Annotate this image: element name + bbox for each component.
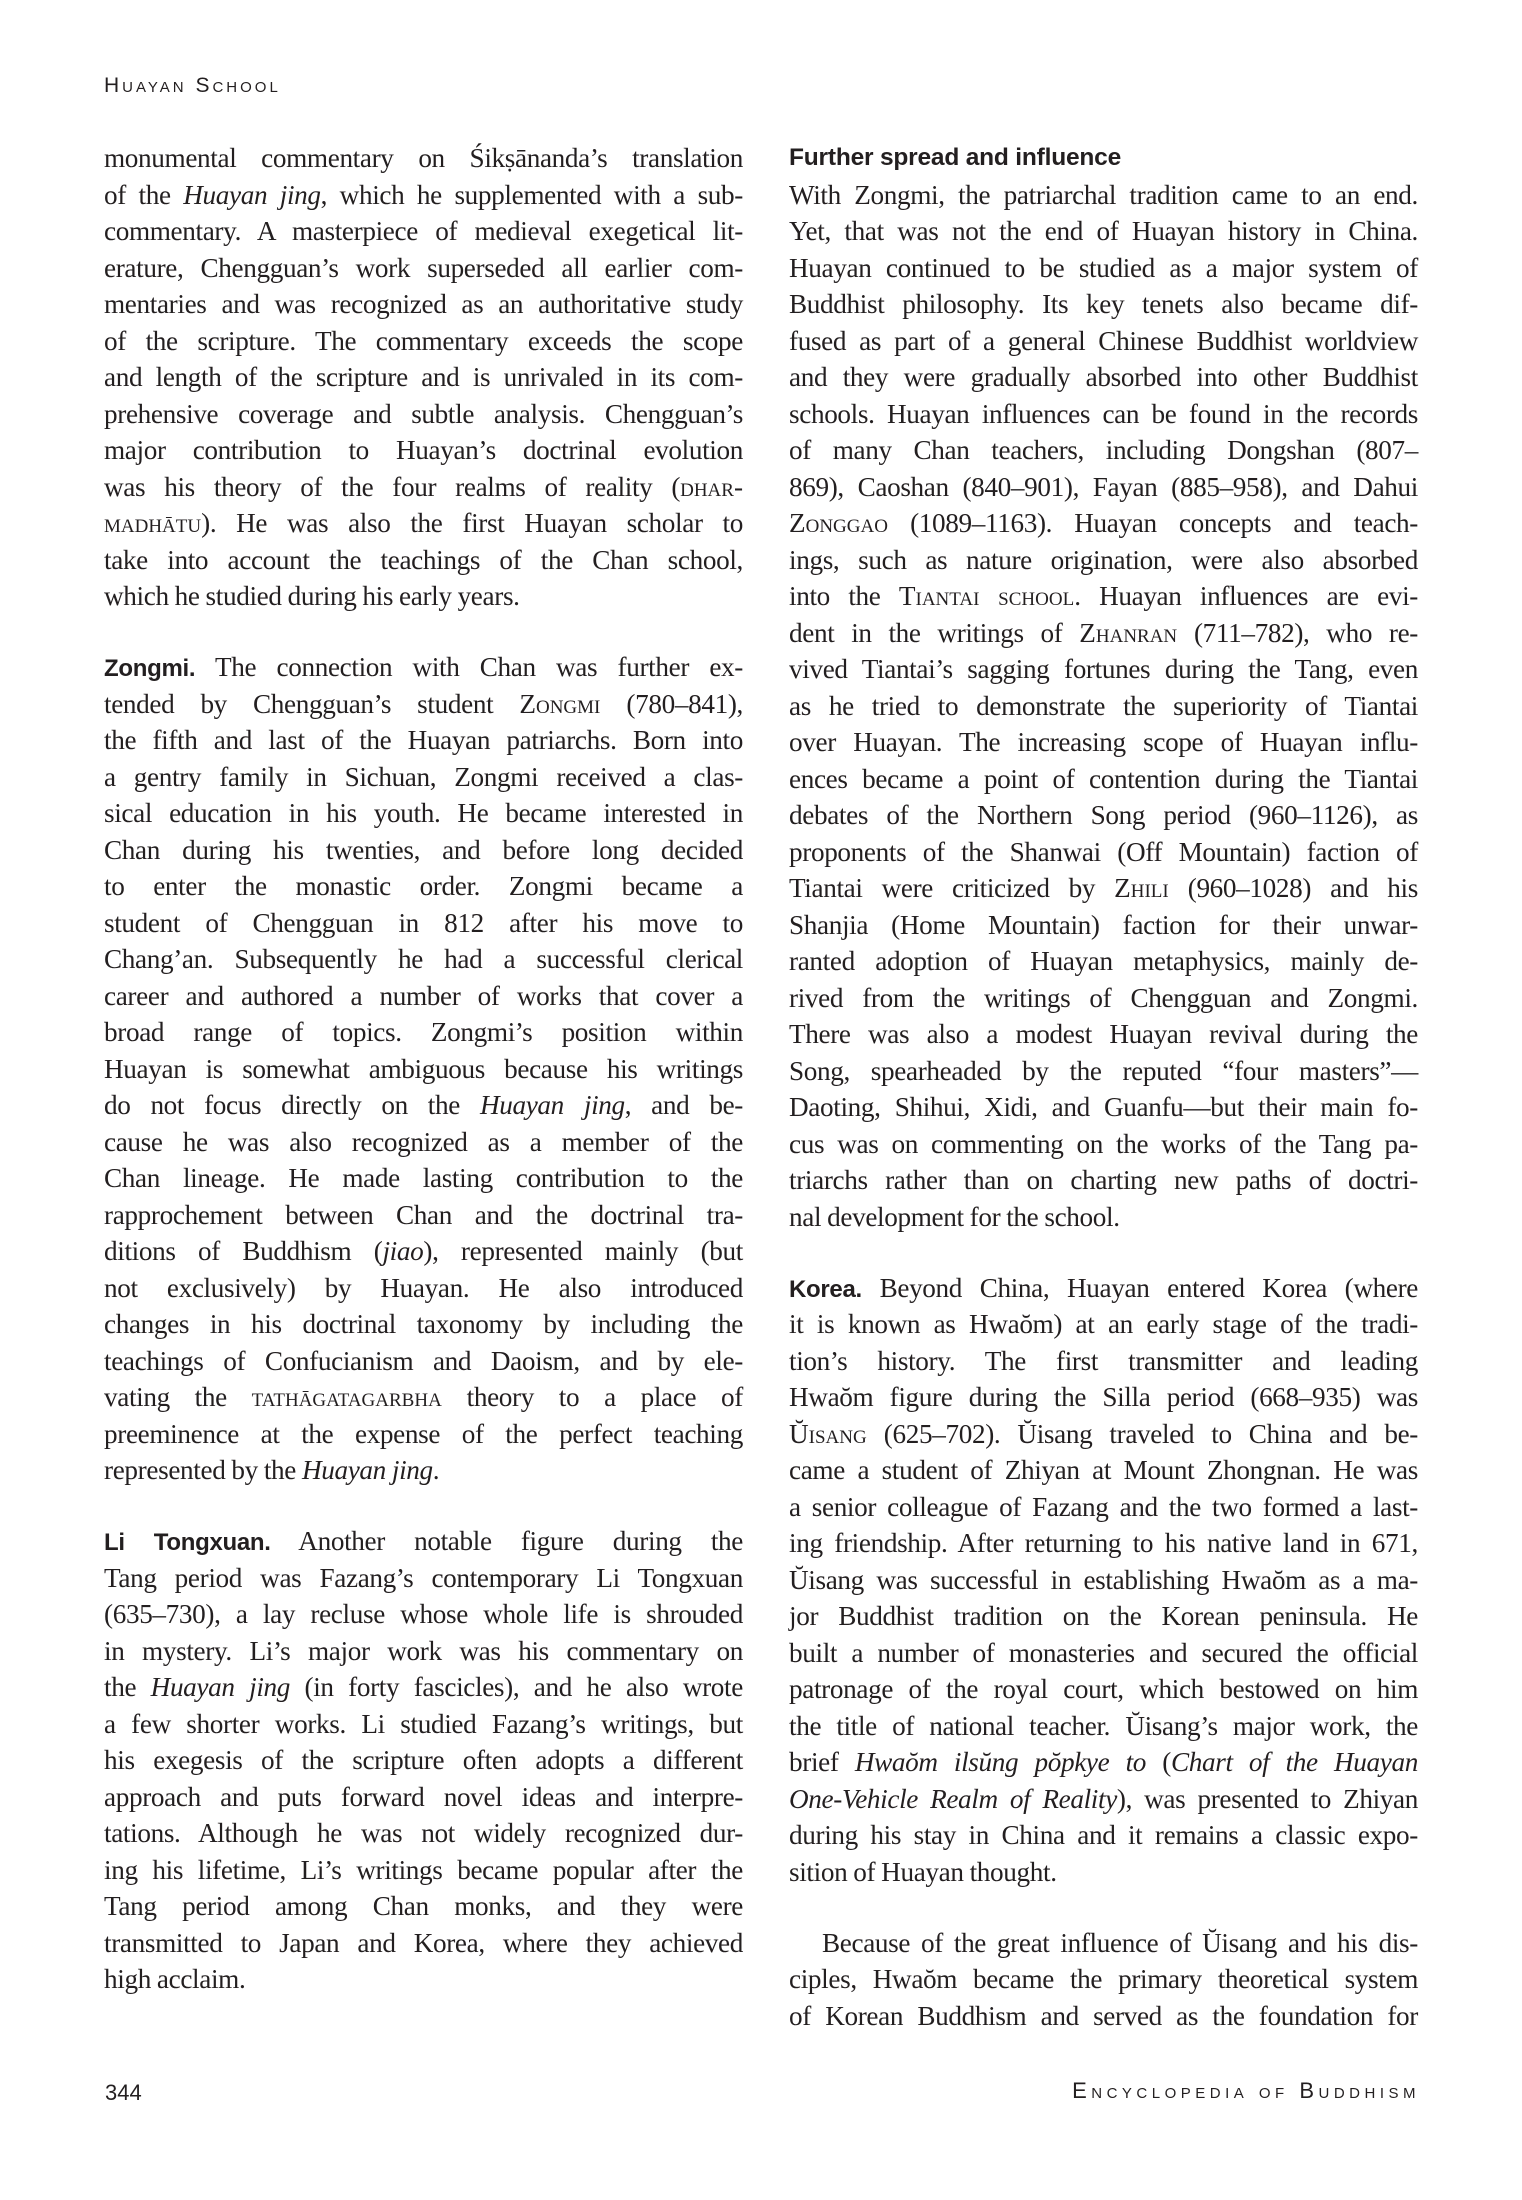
text-line (104, 1888, 743, 1925)
text-line (789, 250, 1418, 287)
text-line (789, 396, 1418, 433)
text-line (104, 542, 743, 579)
text-run: Huayan is somewhat ambiguous because his writings (104, 1053, 743, 1084)
text-line (789, 724, 1418, 761)
text-line (104, 1961, 743, 1998)
text-run: of the (104, 179, 184, 210)
page-number: 344 (105, 2080, 142, 2105)
text-line (789, 870, 1418, 907)
italic-title: Chart of the Huayan (1170, 1747, 1418, 1777)
right-column (789, 140, 1418, 2034)
text-line (104, 250, 743, 287)
italic-title: Huayan jing (183, 179, 321, 210)
text-run: ), represented mainly (but (423, 1236, 743, 1266)
text-run: approach and puts forward novel ideas and interpre- (104, 1781, 743, 1812)
text-line (104, 432, 743, 469)
text-run: teachings of Confucianism and Daoism, and by ele- (104, 1345, 743, 1376)
text-run: Buddhist philosophy. Its key tenets also became dif- (789, 289, 1418, 319)
text-run: rapprochement between Chan and the doctrinal tra- (104, 1199, 743, 1230)
text-line (104, 359, 743, 396)
text-run: mentaries and was recognized as an authoritative study (104, 289, 743, 319)
text-line (789, 1708, 1418, 1745)
text-run: patronage of the royal court, which bestowed on him (789, 1674, 1418, 1704)
text-line (789, 1817, 1418, 1854)
text-line (104, 1233, 743, 1270)
text-line (104, 469, 743, 506)
text-run: changes in his doctrinal taxonomy by including the (104, 1309, 743, 1339)
text-line (104, 722, 743, 759)
text-line (104, 286, 743, 323)
text-run: tion’s history. The first transmitter and leading (789, 1345, 1418, 1376)
text-run: a senior colleague of Fazang and the two formed a last- (789, 1491, 1418, 1522)
text-run: it is known as Hwaŏm) at an early stage of the tradi- (789, 1309, 1418, 1339)
text-run: (625–702). Ŭisang traveled to China and be- (866, 1418, 1418, 1449)
text-run: ditions of Buddhism ( (104, 1236, 383, 1266)
text-run: cus was on commenting on the works of the Tang pa- (789, 1128, 1418, 1159)
text-run: Because of the great influence of Ŭisang and his dis- (822, 1927, 1418, 1958)
text-run: sical education in his youth. He became interested in (104, 798, 743, 828)
text-line (104, 1633, 743, 1670)
publication-title: Encyclopedia of Buddhism (1072, 2078, 1420, 2103)
text-line (104, 1452, 743, 1489)
text-line (104, 1706, 743, 1743)
text-run: monumental commentary on Śikṣānanda’s translation (104, 143, 743, 173)
text-run: ing his lifetime, Li’s writings became popular after the (104, 1854, 743, 1885)
text-line (104, 1160, 743, 1197)
text-run: prehensive coverage and subtle analysis. Chengguan’s (104, 398, 743, 429)
text-run: (780–841), (600, 688, 743, 719)
text-run: ranted adoption of Huayan metaphysics, mainly de- (789, 946, 1418, 976)
text-line (789, 1562, 1418, 1599)
text-run: The connection with Chan was further ex- (195, 652, 743, 682)
text-run: Shanjia (Home Mountain) faction for their unwar- (789, 909, 1418, 940)
text-line (104, 1815, 743, 1852)
text-run: do not focus directly on the (104, 1090, 480, 1120)
text-run: Chan during his twenties, and before long decided (104, 834, 743, 865)
text-line (789, 1343, 1418, 1380)
text-run: nal development for the school. (789, 1201, 1120, 1232)
text-run: into the (789, 581, 899, 611)
text-line (789, 1016, 1418, 1053)
cross-reference: Ŭisang (789, 1418, 867, 1449)
text-run: jor Buddhist tradition on the Korean peninsula. He (789, 1601, 1418, 1631)
text-run: Song, spearheaded by the reputed “four masters”— (789, 1055, 1418, 1086)
text-line (789, 1598, 1418, 1635)
text-run: and they were gradually absorbed into other Buddhist (789, 362, 1418, 392)
italic-title: Huayan jing (479, 1090, 625, 1120)
text-line (104, 578, 743, 615)
paragraph-further-spread (789, 177, 1418, 1236)
text-run: ciples, Hwaŏm became the primary theoretical system (789, 1964, 1418, 1994)
text-line (104, 1124, 743, 1161)
text-line (104, 1014, 743, 1051)
text-run: of many Chan teachers, including Dongshan (807– (789, 435, 1418, 465)
text-run: career and authored a number of works that cover a (104, 980, 743, 1011)
text-line (789, 1781, 1418, 1818)
text-run: There was also a modest Huayan revival during the (789, 1019, 1418, 1049)
text-line (104, 941, 743, 978)
text-run: brief (789, 1747, 855, 1777)
text-line (789, 797, 1418, 834)
text-run: . Huayan influences are evi- (1074, 581, 1419, 611)
text-run: proponents of the Shanwai (Off Mountain) faction of (789, 836, 1418, 867)
text-run: during his stay in China and it remains a classic expo- (789, 1820, 1418, 1850)
text-line (789, 1489, 1418, 1526)
text-run: Beyond China, Huayan entered Korea (where (861, 1272, 1418, 1303)
text-run: the fifth and last of the Huayan patriarchs. Born into (104, 725, 743, 755)
text-run: schools. Huayan influences can be found in the records (789, 398, 1418, 429)
text-line (104, 1416, 743, 1453)
text-run: the (104, 1672, 151, 1702)
section-heading: Further spread and influence (789, 144, 1122, 171)
text-run: broad range of topics. Zongmi’s position within (104, 1017, 743, 1047)
text-line (789, 1162, 1418, 1199)
text-run: the title of national teacher. Ŭisang’s major work, the (789, 1710, 1418, 1741)
text-run: Daoting, Shihui, Xidi, and Guanfu—but their main fo- (789, 1092, 1418, 1122)
text-run: . (432, 1455, 440, 1485)
text-line (104, 1669, 743, 1706)
text-run: Tang period among Chan monks, and they were (104, 1891, 743, 1921)
text-line (789, 615, 1418, 652)
text-line (789, 323, 1418, 360)
text-line (789, 213, 1418, 250)
text-run: (711–782), who re- (1177, 617, 1418, 648)
cross-reference: Zhili (1114, 873, 1169, 903)
italic-title: One-Vehicle Realm of Reality (789, 1783, 1117, 1814)
text-line (104, 396, 743, 433)
text-line (104, 686, 743, 723)
text-run: not exclusively) by Huayan. He also introduced (104, 1272, 743, 1303)
text-line (789, 761, 1418, 798)
text-line (789, 1744, 1418, 1781)
text-run: sition of Huayan thought. (789, 1856, 1057, 1887)
cross-reference: madhātu (104, 508, 202, 538)
text-run: dent in the writings of (789, 617, 1080, 648)
text-run: and length of the scripture and is unrivaled in its com- (104, 362, 743, 392)
text-run: in mystery. Li’s major work was his commentary on (104, 1635, 743, 1666)
text-line (789, 505, 1418, 542)
text-line (789, 1854, 1418, 1891)
cross-reference: dhar- (680, 471, 743, 502)
text-line (789, 688, 1418, 725)
text-line (789, 1925, 1418, 1962)
text-line (789, 1379, 1418, 1416)
text-line (789, 542, 1418, 579)
paragraph-li-tongxuan (104, 1523, 743, 1998)
text-line (104, 1523, 743, 1560)
text-line (789, 1452, 1418, 1489)
text-line (789, 1525, 1418, 1562)
text-line (789, 907, 1418, 944)
text-run: rived from the writings of Chengguan and Zongmi. (789, 982, 1418, 1013)
italic-title: Huayan jing (301, 1455, 433, 1485)
text-line (789, 1671, 1418, 1708)
text-line (104, 1925, 743, 1962)
text-run: , and be- (624, 1090, 743, 1120)
text-run: came a student of Zhiyan at Mount Zhongnan. He was (789, 1455, 1418, 1485)
text-line (104, 832, 743, 869)
text-run: fused as part of a general Chinese Buddhist worldview (789, 325, 1418, 356)
text-line (104, 1306, 743, 1343)
text-line (104, 1343, 743, 1380)
text-run: triarchs rather than on charting new paths of doctri- (789, 1165, 1418, 1195)
text-run: high acclaim. (104, 1964, 246, 1994)
text-run: ing friendship. After returning to his native land in 671, (789, 1528, 1418, 1558)
text-run: his exegesis of the scripture often adopts a different (104, 1745, 743, 1775)
cross-reference: Tiantai school (898, 581, 1075, 611)
text-run: vating the (104, 1382, 252, 1412)
text-line (104, 140, 743, 177)
text-run: over Huayan. The increasing scope of Huayan influ- (789, 727, 1418, 757)
italic-title: Huayan jing (150, 1672, 291, 1702)
text-run: built a number of monasteries and secured the official (789, 1637, 1418, 1668)
text-run: transmitted to Japan and Korea, where they achieved (104, 1927, 743, 1958)
run-in-heading: Zongmi. (104, 655, 196, 682)
text-line (104, 213, 743, 250)
text-run: 869), Caoshan (840–901), Fayan (885–958), and Dahui (789, 471, 1418, 502)
text-line (104, 795, 743, 832)
text-run: Hwaŏm figure during the Silla period (668–935) was (789, 1382, 1418, 1412)
text-line (104, 1379, 743, 1416)
cross-reference: Zongmi (519, 688, 601, 719)
text-run: student of Chengguan in 812 after his move to (104, 907, 743, 938)
text-line (104, 1742, 743, 1779)
text-run: ings, such as nature origination, were also absorbed (789, 544, 1418, 575)
text-line (789, 1635, 1418, 1672)
text-run: to enter the monastic order. Zongmi became a (104, 871, 743, 901)
text-run: was his theory of the four realms of reality ( (104, 471, 681, 502)
text-run: Chan lineage. He made lasting contribution to the (104, 1163, 743, 1193)
text-run: Ŭisang was successful in establishing Hwaŏm as a ma- (789, 1564, 1418, 1595)
text-line (104, 505, 743, 542)
text-run: which he studied during his early years. (104, 581, 520, 611)
italic-title: Hwaŏm ilsŭng pŏpkye to (854, 1747, 1147, 1777)
text-line (789, 578, 1418, 615)
text-run: theory to a place of (441, 1382, 743, 1412)
text-run: represented by the (104, 1455, 302, 1485)
text-run: ences became a point of contention during the Tiantai (789, 763, 1418, 794)
text-run: a few shorter works. Li studied Fazang’s writings, but (104, 1708, 743, 1739)
text-line (104, 1197, 743, 1234)
text-line (789, 1306, 1418, 1343)
cross-reference: tathāgatagarbha (251, 1382, 442, 1412)
text-line (104, 1051, 743, 1088)
text-run: as he tried to demonstrate the superiority of Tiantai (789, 690, 1418, 721)
run-in-heading: Li Tongxuan. (104, 1529, 271, 1556)
text-line (789, 1416, 1418, 1453)
text-line (104, 1270, 743, 1307)
text-line (104, 978, 743, 1015)
text-line (789, 651, 1418, 688)
text-run: , which he supplemented with a sub- (320, 179, 743, 210)
text-run: With Zongmi, the patriarchal tradition came to an end. (789, 179, 1418, 210)
text-run: commentary. A masterpiece of medieval exegetical lit- (104, 216, 743, 246)
text-line (789, 1961, 1418, 1998)
text-line (789, 1126, 1418, 1163)
text-run: Huayan continued to be studied as a major system of (789, 252, 1418, 283)
text-line (104, 1596, 743, 1633)
left-column (104, 140, 743, 1998)
text-line (789, 286, 1418, 323)
text-line (789, 943, 1418, 980)
text-run: tations. Although he was not widely recognized dur- (104, 1818, 743, 1848)
text-line (789, 834, 1418, 871)
text-run: (1089–1163). Huayan concepts and teach- (887, 508, 1418, 538)
text-run: of the scripture. The commentary exceeds the scope (104, 325, 743, 356)
running-head: Huayan School (104, 74, 281, 97)
text-run: ( (1146, 1747, 1171, 1777)
cross-reference: Zonggao (789, 508, 888, 538)
text-run: Chang’an. Subsequently he had a successful clerical (104, 944, 743, 974)
text-line (104, 868, 743, 905)
text-run: erature, Chengguan’s work superseded all earlier com- (104, 252, 743, 283)
text-line (104, 1852, 743, 1889)
text-line (104, 177, 743, 214)
text-run: take into account the teachings of the Chan school, (104, 544, 743, 575)
text-run: Tiantai were criticized by (789, 873, 1115, 903)
italic-title: jiao (382, 1236, 424, 1266)
text-line (789, 359, 1418, 396)
text-line (104, 323, 743, 360)
text-line (104, 1779, 743, 1816)
text-run: tended by Chengguan’s student (104, 688, 520, 719)
text-line (789, 177, 1418, 214)
text-run: cause he was also recognized as a member of the (104, 1126, 743, 1157)
text-run: ), was presented to Zhiyan (1116, 1783, 1418, 1814)
text-line (789, 469, 1418, 506)
text-run: (960–1028) and his (1168, 873, 1418, 903)
text-run: Yet, that was not the end of Huayan history in China. (789, 216, 1418, 246)
text-run: a gentry family in Sichuan, Zongmi received a clas- (104, 761, 743, 792)
paragraph-chengguan-commentary (104, 140, 743, 615)
text-line (104, 759, 743, 796)
text-run: ). He was also the first Huayan scholar to (201, 508, 743, 538)
text-line (104, 1560, 743, 1597)
text-line (789, 1053, 1418, 1090)
text-line (789, 1199, 1418, 1236)
text-run: Tang period was Fazang’s contemporary Li Tongxuan (104, 1562, 743, 1593)
text-run: of Korean Buddhism and served as the foundation for (789, 2000, 1418, 2031)
text-run: Another notable figure during the (270, 1526, 743, 1556)
text-line (789, 1270, 1418, 1307)
text-line (789, 1998, 1418, 2035)
paragraph-zongmi (104, 649, 743, 1489)
cross-reference: Zhanran (1079, 617, 1178, 648)
text-run: debates of the Northern Song period (960–1126), as (789, 800, 1418, 830)
run-in-heading: Korea. (789, 1275, 862, 1303)
text-run: (635–730), a lay recluse whose whole life is shrouded (104, 1599, 743, 1629)
text-line (789, 432, 1418, 469)
text-run: vived Tiantai’s sagging fortunes during the Tang, even (789, 654, 1418, 684)
paragraph-korea-influence (789, 1925, 1418, 2035)
text-run: major contribution to Huayan’s doctrinal evolution (104, 435, 743, 465)
text-line (789, 980, 1418, 1017)
text-run: preeminence at the expense of the perfect teaching (104, 1418, 743, 1449)
text-line (104, 905, 743, 942)
text-line (104, 649, 743, 686)
paragraph-korea (789, 1270, 1418, 1891)
text-run: (in forty fascicles), and he also wrote (290, 1672, 743, 1702)
text-line (789, 1089, 1418, 1126)
text-line (104, 1087, 743, 1124)
